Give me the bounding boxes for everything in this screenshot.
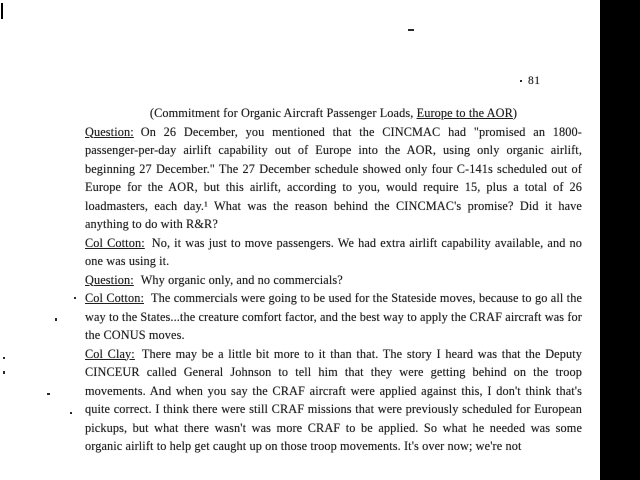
scan-speckle xyxy=(3,357,5,359)
scan-corner-line xyxy=(1,3,3,19)
paragraph-text: There may be a little bit more to it than that. The story I heard was that the Deputy CINCEUR called General Johnson to tell him that they were getting behind on the troop movements. And when you say the CRAF aircraft were applied against this, I don't think that's quite correct. I think there were still CRAF missions that were previously scheduled for European pickups, but what there wasn't was more CRAF to be applied. So what he needed was some organic airlift to help get caught up on those troop movements. It's over now; we're not xyxy=(85,346,582,453)
paragraph-text: No, it was just to move passengers. We had extra airlift capability available, and no one was using it. xyxy=(85,235,582,268)
paragraph-text: The commercials were going to be used for the Stateside moves, because to go all the way to the States...the creature comfort factor, and the best way to apply the CRAF aircraft was for the CONUS moves. xyxy=(85,291,582,342)
qa-paragraph xyxy=(85,289,582,345)
qa-paragraph xyxy=(85,345,582,456)
speaker-label: Question: xyxy=(85,124,134,139)
qa-paragraph xyxy=(85,271,582,290)
speaker-label: Col Cotton: xyxy=(85,235,145,250)
paragraph-text: On 26 December, you mentioned that the CINCMAC had "promised an 1800-passenger-per-day airlift capability out of Europe into the AOR, using only organic airlift, beginning 27 December." The 27 December schedule showed only four C-141s scheduled out of Europe for the AOR, but this airlift, according to you, would require 15, plus a total of 26 loadmasters, each day.¹ What was the reason behind the CINCMAC's promise? Did it have anything to do with R&R? xyxy=(85,124,582,231)
scan-speckle xyxy=(520,80,522,82)
document-content xyxy=(85,104,582,456)
heading-text: ) xyxy=(512,106,518,120)
heading-text: (Commitment for Organic Aircraft Passenger Loads, xyxy=(149,106,417,120)
section-heading xyxy=(85,104,582,123)
speaker-label: Col Cotton: xyxy=(85,291,144,305)
scan-speckle xyxy=(74,297,76,299)
page-number: 81 xyxy=(528,75,541,87)
scan-edge-bar xyxy=(600,0,640,480)
qa-paragraph xyxy=(85,123,582,234)
qa-paragraph xyxy=(85,234,582,271)
heading-underlined-text: Europe to the AOR xyxy=(416,106,513,120)
scan-speckle xyxy=(47,393,50,395)
speaker-label: Col Clay: xyxy=(85,346,135,361)
scan-speckle xyxy=(70,412,72,414)
scan-speckle xyxy=(3,371,5,374)
speaker-label: Question: xyxy=(85,272,134,287)
scan-speckle xyxy=(55,318,57,321)
paragraph-text: Why organic only, and no commercials? xyxy=(140,272,343,287)
scan-speckle xyxy=(408,29,414,31)
